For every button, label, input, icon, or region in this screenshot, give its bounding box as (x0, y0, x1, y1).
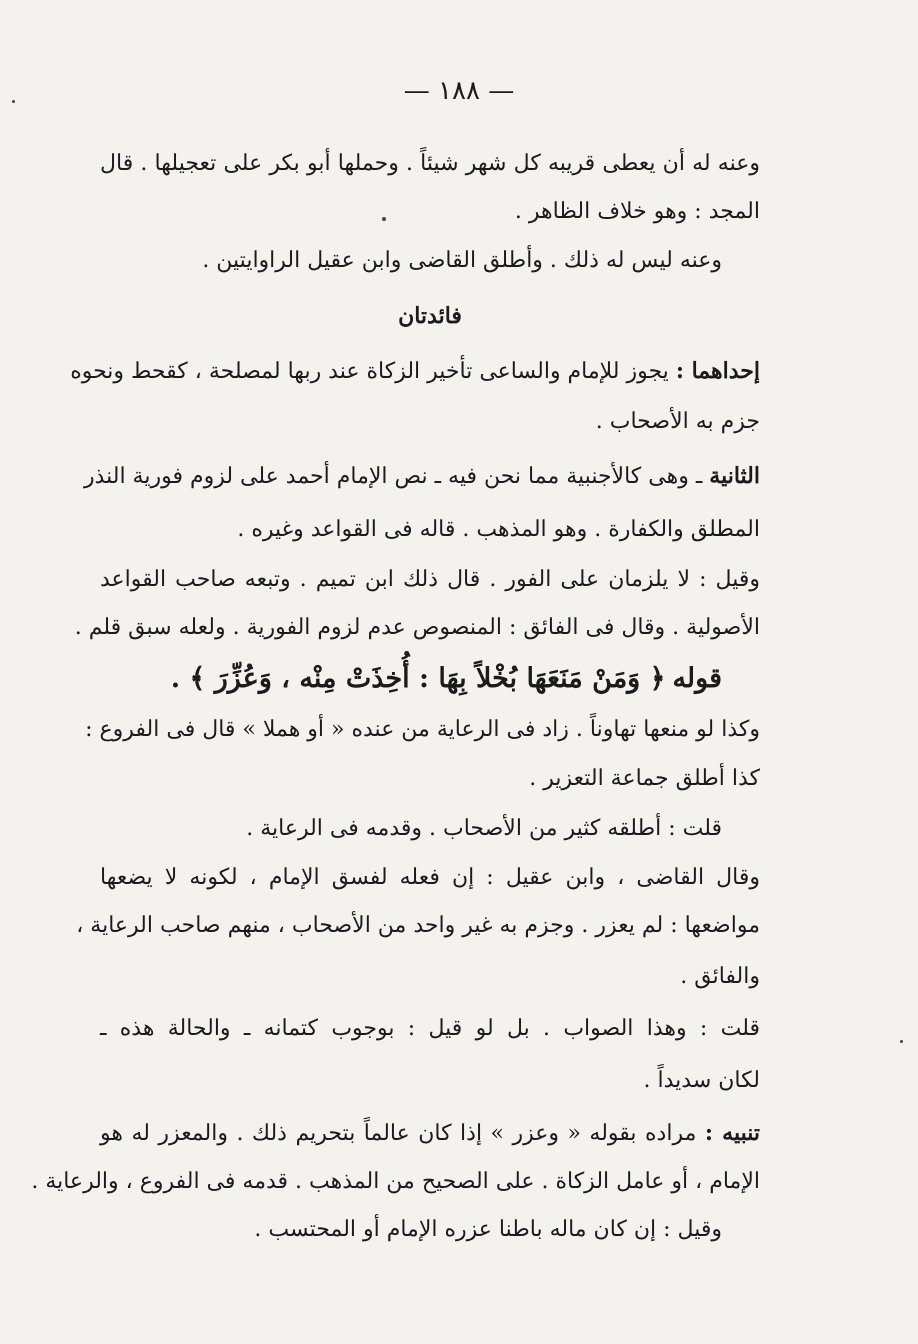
text-line: كذا أطلق جماعة التعزير . (529, 766, 760, 791)
text-line: وعنه له أن يعطى قريبه كل شهر شيئاً . وحملها أبو بكر على تعجيلها . قال (100, 151, 760, 176)
paragraph-lead: إحداهما : (675, 358, 760, 384)
text-line: الأصولية . وقال فى الفائق : المنصوص عدم لزوم الفورية . ولعله سبق قلم . (74, 615, 760, 640)
text-line: وعنه ليس له ذلك . وأطلق القاضى وابن عقيل الراوايتين . (202, 248, 722, 273)
paragraph-lead: الثانية (709, 463, 760, 489)
text-line (100, 652, 760, 706)
text-line: وقيل : إن كان ماله باطنا عزره الإمام أو المحتسب . (254, 1217, 722, 1242)
text-line: وقيل : لا يلزمان على الفور . قال ذلك ابن تميم . وتبعه صاحب القواعد (100, 567, 760, 592)
text-line: مواضعها : لم يعزر . وجزم به غير واحد من الأصحاب ، منهم صاحب الرعاية ، (76, 913, 760, 938)
text-line: الثانية ـ وهى كالأجنبية مما نحن فيه ـ نص الإمام أحمد على لزوم فورية النذر (83, 463, 760, 489)
text-line: قلت : أطلقه كثير من الأصحاب . وقدمه فى الرعاية . (246, 816, 722, 841)
text-line: قلت : وهذا الصواب . بل لو قيل : بوجوب كتمانه ـ والحالة هذه ـ (100, 1016, 760, 1041)
text-line: والفائق . (680, 964, 760, 989)
text-line: وكذا لو منعها تهاوناً . زاد فى الرعاية من عنده « أو هملا » قال فى الفروع : (85, 717, 760, 742)
text-line: المجد : وهو خلاف الظاهر . (514, 199, 760, 224)
text-line: وقال القاضى ، وابن عقيل : إن فعله لفسق الإمام ، لكونه لا يضعها (100, 865, 760, 890)
paragraph-lead: تنبيه : (704, 1120, 760, 1146)
ink-speck (900, 1040, 903, 1043)
page-body (31, 140, 760, 1254)
ink-speck (12, 100, 15, 103)
quranic-verse: ﴿ وَمَنْ مَنَعَهَا بُخْلاً بِهَا : أُخِذَتْ مِنْه ، وَعُزِّرَ ﴾ . (170, 663, 666, 694)
text-line: المطلق والكفارة . وهو المذهب . قاله فى القواعد وغيره . (237, 517, 760, 542)
paragraph-lead: قوله (672, 663, 722, 694)
text-line: إحداهما : يجوز للإمام والساعى تأخير الزكاة عند ربها لمصلحة ، كقحط ونحوه (70, 358, 760, 384)
text-line: تنبيه : مراده بقوله « وعزر » إذا كان عالماً بتحريم ذلك . والمعزر له هو (100, 1120, 760, 1146)
page-number: — ١٨٨ — (403, 76, 515, 106)
text-line: لكان سديداً . (643, 1068, 760, 1093)
section-heading: فائدتان (398, 303, 462, 329)
text-line: الإمام ، أو عامل الزكاة . على الصحيح من المذهب . قدمه فى الفروع ، والرعاية . (31, 1169, 760, 1194)
text-line: جزم به الأصحاب . (595, 409, 760, 434)
ink-speck (382, 217, 386, 221)
